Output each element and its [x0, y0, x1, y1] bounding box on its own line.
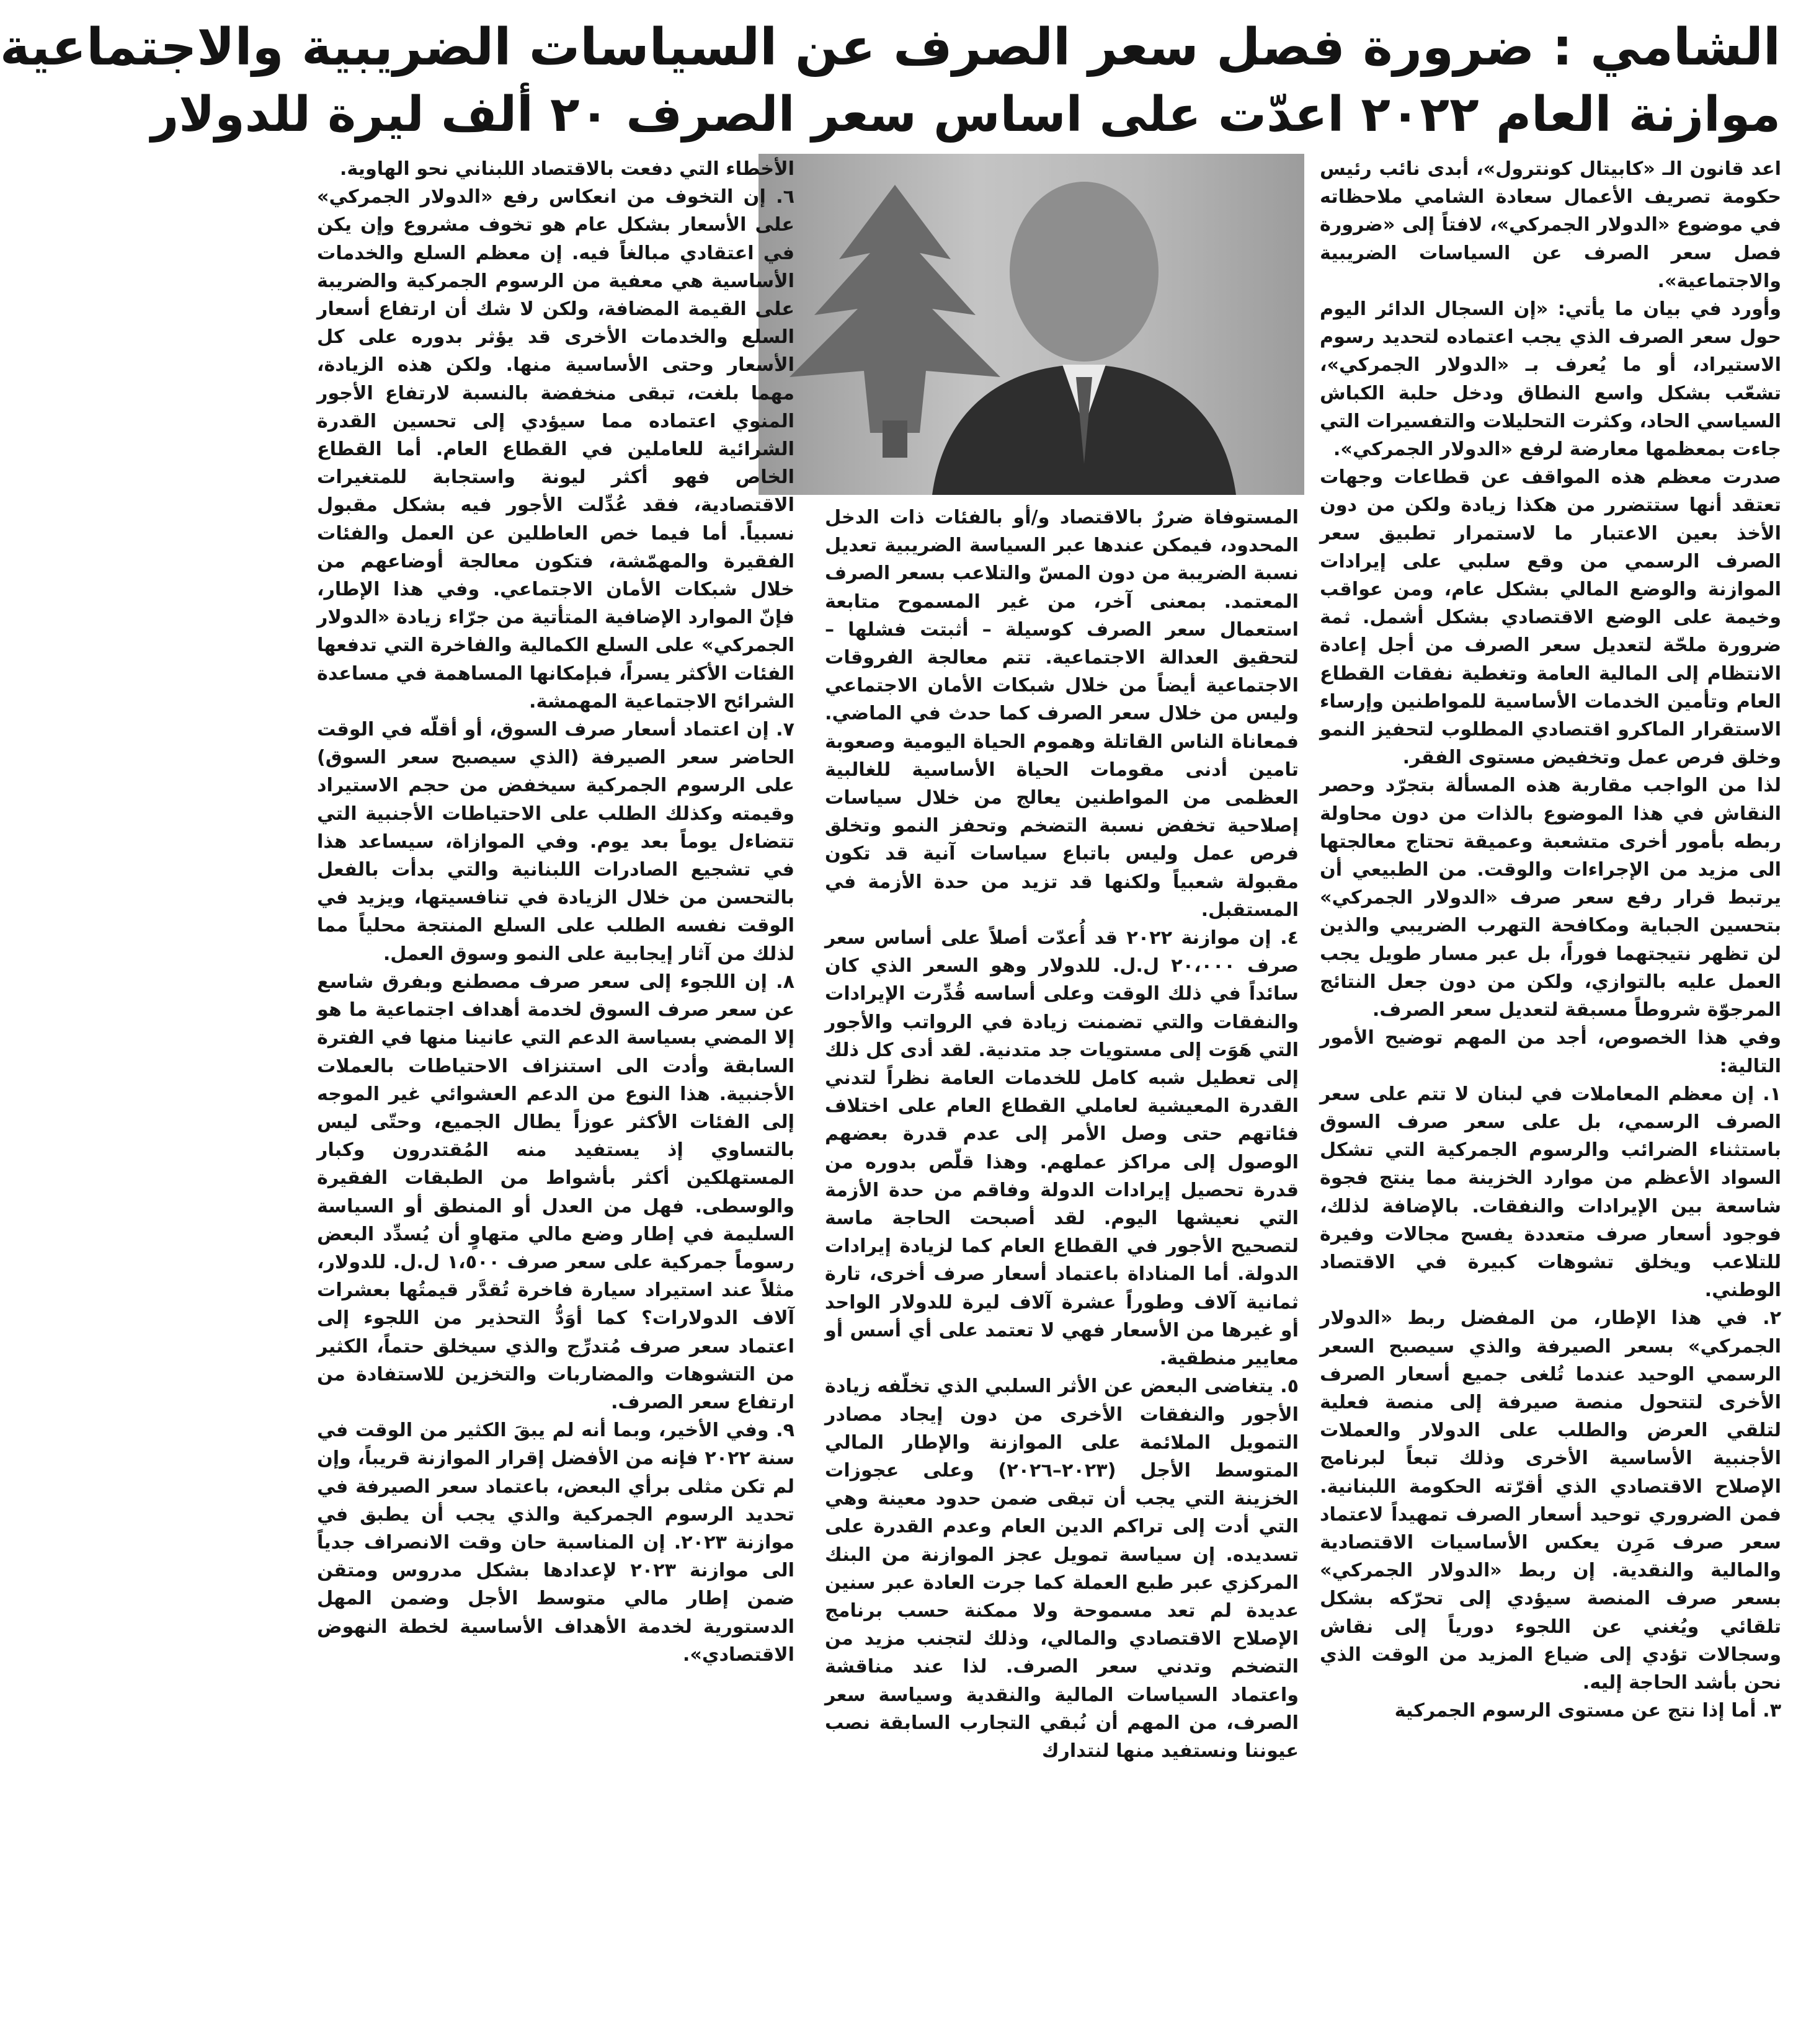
- paragraph: وفي هذا الخصوص، أجد من المهم توضيح الأمور التالية:: [1320, 1027, 1781, 1077]
- paragraph: لذا من الواجب مقاربة هذه المسألة بتجرّد وحصر النقاش في هذا الموضوع بالذات من دون محاولة ربطه بأمور أخرى متشعبة وعميقة تحتاج معالجتها الى مزيد من الإجراءات والوقت. من الطبيعي أن يرتبط قرار رفع سعر صرف «الدولار الجمركي» بتحسين الجباية ومكافحة التهرب الضريبي والذين لن تظهر نتيجتهما فوراً، بل عبر مسار طويل يجب العمل عليه بالتوازي، ولكن من دون جعل النتائج المرجوّة شروطاً مسبقة لتعديل سعر الصرف.: [1320, 775, 1781, 1021]
- article-column-middle: [825, 504, 1299, 2033]
- paragraph: ٦. إن التخوف من انعكاس رفع «الدولار الجمركي» على الأسعار بشكل عام هو تخوف مشروع وإن يكن في اعتقادي مبالغاً فيه. إن معظم السلع والخدمات الأساسية هي معفية من الرسوم الجمركية والضريبة على القيمة المضافة، ولكن لا شك أن ارتفاع أسعار السلع والخدمات الأخرى قد يؤثر بدوره على كل الأسعار وحتى الأساسية منها. ولكن هذه الزيادة، مهما بلغت، تبقى منخفضة بالنسبة لارتفاع الأجور المنوي اعتماده مما سيؤدي إلى تحسين القدرة الشرائية للعاملين في القطاع العام. أما القطاع الخاص فهو أكثر ليونة واستجابة للمتغيرات الاقتصادية، فقد عُدِّلت الأجور فيه بشكل مقبول نسبياً. أما فيما خص العاطلين عن العمل والفئات الفقيرة والمهمّشة، فتكون معالجة أوضاعهم من خلال شبكات الأمان الاجتماعي. وفي هذا الإطار، فإنّ الموارد الإضافية المتأتية من جرّاء زيادة «الدولار الجمركي» على السلع الكمالية والفاخرة التي تدفعها الفئات الأكثر يسراً، فبإمكانها المساهمة في مساعدة الشرائح الاجتماعية المهمشة.: [317, 186, 794, 713]
- paragraph: وأورد في بيان ما يأتي: «إن السجال الدائر اليوم حول سعر الصرف الذي يجب اعتماده لتحديد رسوم الاستيراد، أو ما يُعرف بـ «الدولار الجمركي»، تشعّب بشكل واسع النطاق ودخل حلبة الكباش السياسي الحاد، وكثرت التحليلات والتفسيرات التي جاءت بمعظمها معارضة لرفع «الدولار الجمركي».: [1320, 298, 1781, 461]
- portrait-photo: [758, 154, 1304, 495]
- paragraph: ٥. يتغاضى البعض عن الأثر السلبي الذي تخلّفه زيادة الأجور والنفقات الأخرى من دون إيجاد مصادر التمويل الملائمة على الموازنة والإطار المالي المتوسط الأجل (٢٠٢٣–٢٠٢٦) وعلى عجوزات الخزينة التي يجب أن تبقى ضمن حدود معينة وهي التي أدت إلى تراكم الدين العام وعدم القدرة على تسديده. إن سياسة تمويل عجز الموازنة من البنك المركزي عبر طبع العملة كما جرت العادة عبر سنين عديدة لم تعد مسموحة ولا ممكنة حسب برنامج الإصلاح الاقتصادي والمالي، وذلك لتجنب مزيد من التضخم وتدني سعر الصرف. لذا عند مناقشة واعتماد السياسات المالية والنقدية وسياسة سعر الصرف، من المهم أن نُبقي التجارب السابقة نصب عيوننا ونستفيد منها لنتدارك: [825, 1375, 1299, 1762]
- paragraph: ٧. إن اعتماد أسعار صرف السوق، أو أقلّه في الوقت الحاضر سعر الصيرفة (الذي سيصبح سعر السوق) على الرسوم الجمركية سيخفض من حجم الاستيراد وقيمته وكذلك الطلب على الاحتياطات الأجنبية التي تتضاءل يوماً بعد يوم. وفي الموازاة، سيساعد هذا في تشجيع الصادرات اللبنانية والتي بدأت بالفعل بالتحسن من خلال الزيادة في تنافسيتها، ويزيد في الوقت نفسه الطلب على السلع المنتجة محلياً مما لذلك من آثار إيجابية على النمو وسوق العمل.: [317, 719, 794, 965]
- paragraph: ٤. إن موازنة ٢٠٢٢ قد أُعدّت أصلاً على أساس سعر صرف ٢٠،٠٠٠ ل.ل. للدولار وهو السعر الذي كان سائداً في ذلك الوقت وعلى أساسه قُدِّرت الإيرادات والنفقات والتي تضمنت زيادة في الرواتب والأجور التي هَوَت إلى مستويات جد متدنية. لقد أدى كل ذلك إلى تعطيل شبه كامل للخدمات العامة نظراً لتدني القدرة المعيشية لعاملي القطاع العام على اختلاف فئاتهم حتى وصل الأمر إلى عدم قدرة بعضهم الوصول إلى مراكز عملهم. وهذا قلّص بدوره من قدرة تحصيل إيرادات الدولة وفاقم من حدة الأزمة التي نعيشها اليوم. لقد أصبحت الحاجة ماسة لتصحيح الأجور في القطاع العام كما لزيادة إيرادات الدولة. أما المناداة باعتماد أسعار صرف أخرى، تارة ثمانية آلاف وطوراً عشرة آلاف ليرة للدولار الواحد أو غيرها من الأسعار فهي لا تعتمد على أي أسس أو معايير منطقية.: [825, 927, 1299, 1370]
- paragraph: ٨. إن اللجوء إلى سعر صرف مصطنع وبفرق شاسع عن سعر صرف السوق لخدمة أهداف اجتماعية ما هو إلا المضي بسياسة الدعم التي عانينا منها في الفترة السابقة وأدت الى استنزاف الاحتياطات بالعملات الأجنبية. هذا النوع من الدعم العشوائي غير الموجه إلى الفئات الأكثر عوزاً يطال الجميع، وحتّى ليس بالتساوي إذ يستفيد منه المُقتدرون وكبار المستهلكين أكثر بأشواط من الطبقات الفقيرة والوسطى. فهل من العدل أو المنطق أو السياسة السليمة في إطار وضع مالي متهاوٍ أن يُسدِّد البعض رسوماً جمركية على سعر صرف ١،٥٠٠ ل.ل. للدولار، مثلاً عند استيراد سيارة فاخرة تُقدَّر قيمتُها بعشرات آلاف الدولارات؟ كما أوَدُّ التحذير من اللجوء إلى اعتماد سعر صرف مُتدرِّج والذي سيخلق حتماً، الكثير من التشوهات والمضاربات والتخزين للاستفادة من ارتفاع سعر الصرف.: [317, 971, 794, 1413]
- paragraph: صدرت معظم هذه المواقف عن قطاعات وجهات تعتقد أنها ستتضرر من هكذا زيادة ولكن من دون الأخذ بعين الاعتبار ما لاستمرار تطبيق سعر الصرف الرسمي من وقع سلبي على إيرادات الموازنة والوضع المالي بشكل عام، ومن عواقب وخيمة على الوضع الاقتصادي بشكل أشمل. ثمة ضرورة ملحّة لتعديل سعر الصرف من أجل إعادة الانتظام إلى المالية العامة وتغطية نفقات القطاع العام وتأمين الخدمات الأساسية للمواطنين وإرساء الاستقرار الماكرو اقتصادي المطلوب لتحفيز النمو وخلق فرص عمل وتخفيض مستوى الفقر.: [1320, 466, 1781, 769]
- article-column-right: [1320, 155, 1781, 2033]
- paragraph: ٢. في هذا الإطار، من المفضل ربط «الدولار الجمركي» بسعر الصيرفة والذي سيصبح السعر الرسمي الوحيد عندما تُلغى جميع أسعار الصرف الأخرى لتتحول منصة صيرفة إلى منصة فعلية لتلقي العرض والطلب على الدولار والعملات الأجنبية الأساسية الأخرى وذلك تبعاً لبرنامج الإصلاح الاقتصادي الذي أقرّته الحكومة اللبنانية. فمن الضروري توحيد أسعار الصرف تمهيداً لاعتماد سعر صرف مَرِن يعكس الأساسيات الاقتصادية والمالية والنقدية. إن ربط «الدولار الجمركي» بسعر صرف المنصة سيؤدي إلى تحرّكه بشكل تلقائي ويُغني عن اللجوء دورياً إلى نقاش وسجالات تؤدي إلى ضياع المزيد من الوقت الذي نحن بأشد الحاجة إليه.: [1320, 1307, 1781, 1694]
- article-column-left: [317, 155, 794, 2033]
- headline-line-2: موازنة العام ٢٠٢٢ اعدّت على اساس سعر الصرف ٢٠ ألف ليرة للدولار: [151, 87, 1781, 143]
- headline-line-1: الشامي : ضرورة فصل سعر الصرف عن السياسات الضريبية والاجتماعية: [0, 18, 1781, 77]
- paragraph: ٩. وفي الأخير، وبما أنه لم يبقَ الكثير من الوقت في سنة ٢٠٢٢ فإنه من الأفضل إقرار الموازنة قريباً، وإن لم تكن مثلى برأي البعض، باعتماد سعر الصيرفة في تحديد الرسوم الجمركية والذي يجب أن يطبق في موازنة ٢٠٢٣. إن المناسبة حان وقت الانصراف جدياً الى موازنة ٢٠٢٣ لإعدادها بشكل مدروس ومتقن ضمن إطار مالي متوسط الأجل وضمن المهل الدستورية لخدمة الأهداف الأساسية لخطة النهوض الاقتصادي».: [317, 1420, 795, 1666]
- paragraph: المستوفاة ضررٌ بالاقتصاد و/أو بالفئات ذات الدخل المحدود، فيمكن عندها عبر السياسة الضريبية تعديل نسبة الضريبة من دون المسّ والتلاعب بسعر الصرف المعتمد. بمعنى آخر، من غير المسموح متابعة استعمال سعر الصرف كوسيلة – أثبتت فشلها – لتحقيق العدالة الاجتماعية. تتم معالجة الفروقات الاجتماعية أيضاً من خلال شبكات الأمان الاجتماعي وليس من خلال سعر الصرف كما حدث في الماضي. فمعاناة الناس القاتلة وهموم الحياة اليومية وصعوبة تامين أدنى مقومات الحياة الأساسية للغالبية العظمى من المواطنين يعالج من خلال سياسات إصلاحية تخفض نسبة التضخم وتحفز النمو وتخلق فرص عمل وليس باتباع سياسات آنية قد تكون مقبولة شعبياً ولكنها قد تزيد من حدة الأزمة في المستقبل.: [825, 507, 1299, 921]
- paragraph: الأخطاء التي دفعت بالاقتصاد اللبناني نحو الهاوية.: [339, 158, 794, 180]
- person-silhouette: [907, 179, 1255, 495]
- paragraph: ١. إن معظم المعاملات في لبنان لا تتم على سعر الصرف الرسمي، بل على سعر صرف السوق باستثناء الضرائب والرسوم الجمركية التي تشكل السواد الأعظم من موارد الخزينة مما ينتج فجوة شاسعة بين الإيرادات والنفقات. بالإضافة لذلك، فوجود أسعار صرف متعددة يفسح مجالات وفيرة للتلاعب ويخلق تشوهات كبيرة في الاقتصاد الوطني.: [1320, 1083, 1781, 1302]
- paragraph: اعد قانون الـ «كابيتال كونترول»، أبدى نائب رئيس حكومة تصريف الأعمال سعادة الشامي ملاحظاته في موضوع «الدولار الجمركي»، لافتاً إلى «ضرورة فصل سعر الصرف عن السياسات الضريبية والاجتماعية».: [1320, 158, 1781, 292]
- paragraph: ٣. أما إذا نتج عن مستوى الرسوم الجمركية: [1394, 1700, 1781, 1722]
